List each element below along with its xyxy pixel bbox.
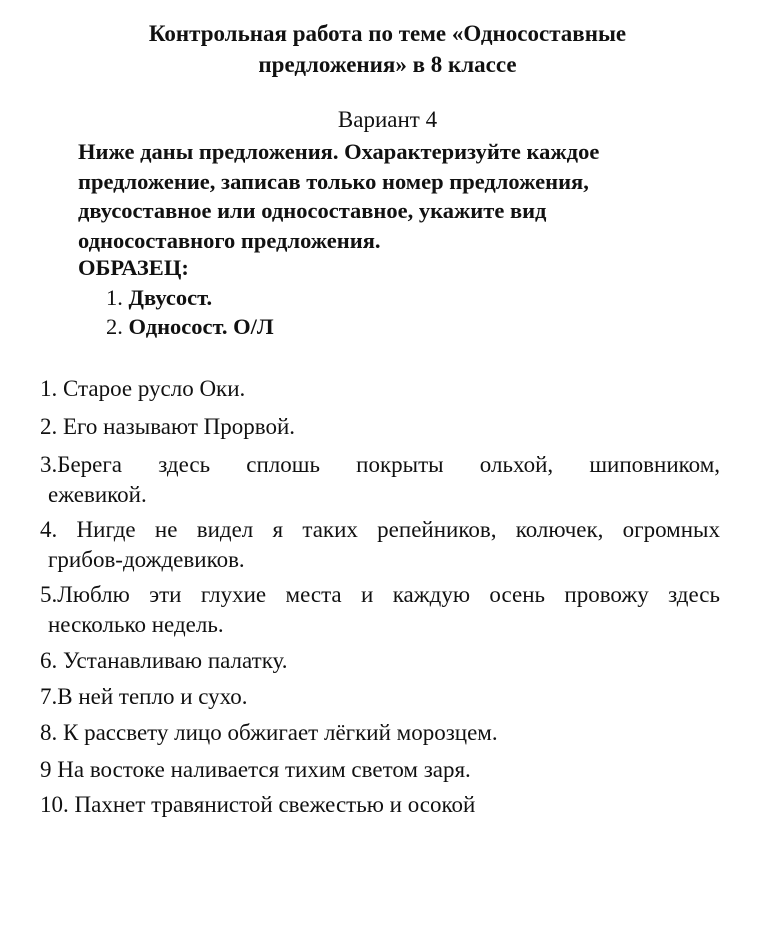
sentence-text: 6. Устанавливаю палатку. (40, 648, 288, 673)
instructions-line-2: предложение, записав только номер предложения, (78, 168, 589, 194)
sample-label: ОБРАЗЕЦ: (78, 255, 189, 280)
sentence-9 (40, 755, 720, 785)
instructions-line-4: односоставного предложения. (78, 227, 381, 253)
sentence-text: 4. Нигде не видел я таких репейников, колючек, огромных (40, 517, 720, 542)
sample-item-number: 1. (106, 285, 129, 310)
sentence-4 (40, 515, 720, 575)
sentence-3 (40, 450, 720, 510)
sentence-text: 3.Берега здесь сплошь покрыты ольхой, шиповником, (40, 452, 720, 477)
document-title (0, 18, 775, 80)
task-instructions (78, 137, 718, 255)
sentence-2 (40, 412, 720, 442)
sentence-continuation: грибов-дождевиков. (48, 547, 245, 572)
sentence-text: 2. Его называют Прорвой. (40, 414, 296, 439)
sample-item-number: 2. (106, 314, 129, 339)
sentence-8 (40, 718, 720, 748)
variant-label: Вариант 4 (337, 107, 438, 132)
sentence-text: 8. К рассвету лицо обжигает лёгкий морозцем. (40, 720, 498, 745)
title-line-2: предложения» в 8 классе (258, 52, 517, 77)
sentence-text: 1. Старое русло Оки. (40, 376, 246, 401)
sentence-text: 5.Люблю эти глухие места и каждую осень провожу здесь (40, 582, 720, 607)
sentence-7 (40, 682, 720, 712)
sample-item-text: Односост. О/Л (128, 314, 274, 339)
sentence-1 (40, 374, 720, 404)
sample-item-1 (106, 283, 212, 312)
instructions-line-3: двусоставное или односоставное, укажите вид (78, 198, 547, 223)
sample-item-2 (106, 312, 274, 341)
sentence-5 (40, 580, 720, 640)
instructions-line-1: Ниже даны предложения. Охарактеризуйте каждое (78, 139, 600, 164)
sentence-continuation: ежевикой. (48, 482, 147, 507)
sentence-text: 9 На востоке наливается тихим светом заря. (40, 757, 471, 782)
sample-item-text: Двусост. (128, 285, 213, 310)
sentence-10 (40, 790, 720, 820)
title-line-1: Контрольная работа по теме «Односоставные (148, 21, 627, 46)
sentence-text: 10. Пахнет травянистой свежестью и осокой (40, 792, 476, 817)
sentence-text: 7.В ней тепло и сухо. (40, 684, 248, 709)
sentence-6 (40, 646, 720, 676)
sentence-continuation: несколько недель. (48, 612, 224, 637)
